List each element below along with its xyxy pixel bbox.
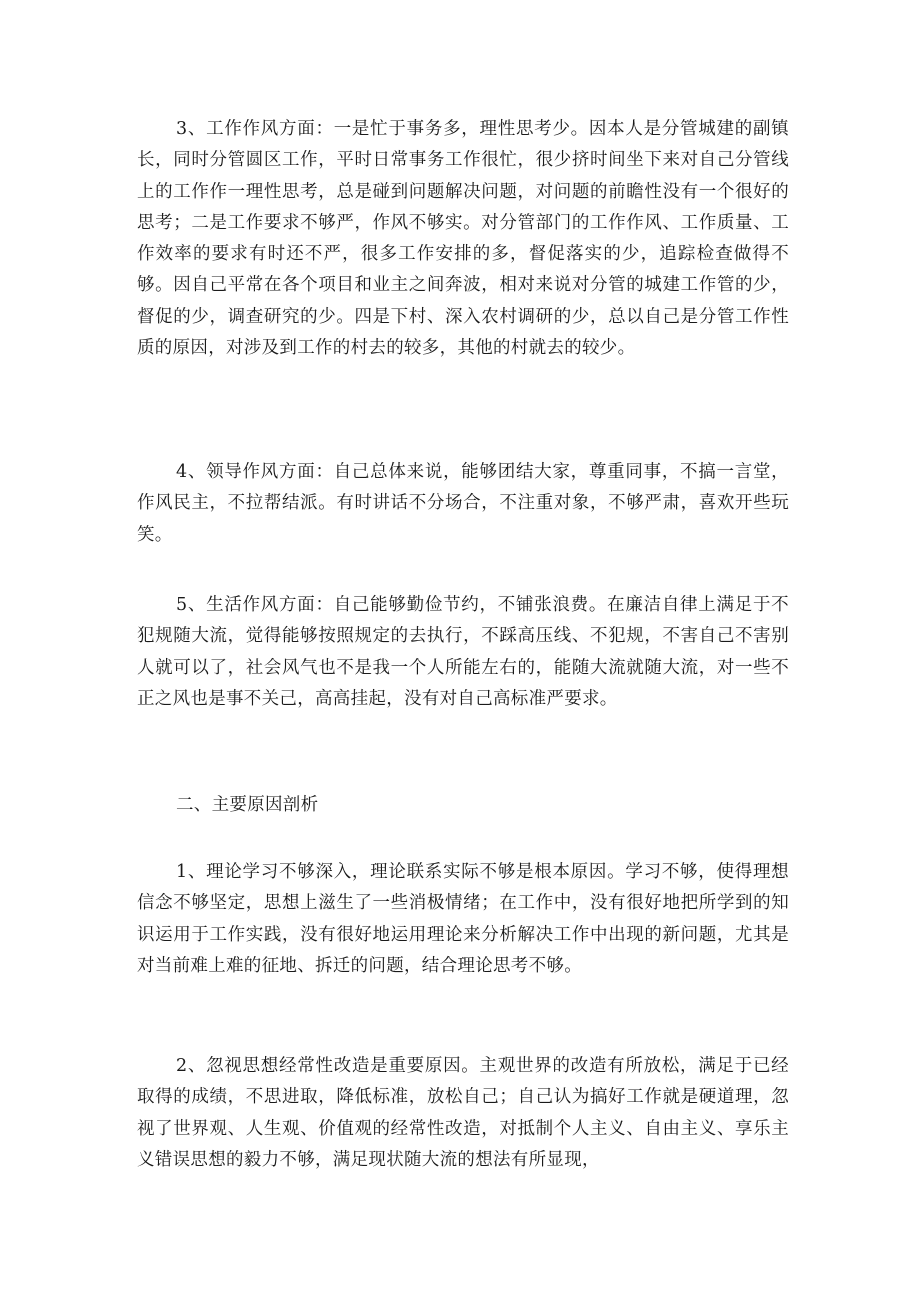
paragraph-work-style: 3、工作作风方面：一是忙于事务多，理性思考少。因本人是分管城建的副镇长，同时分管圆区工作，平时日常事务工作很忙，很少挤时间坐下来对自己分管线上的工作作一理性思考，总是碰到问题解决问题，对问题的前瞻性没有一个很好的思考；二是工作要求不够严，作风不够实。对分管部门的工作作风、工作质量、工作效率的要求有时还不严，很多工作安排的多，督促落实的少，追踪检查做得不够。因自己平常在各个项目和业主之间奔波，相对来说对分管的城建工作管的少，督促的少，调查研究的少。四是下村、深入农村调研的少，总以自己是分管工作性质的原因，对涉及到工作的村去的较多，其他的村就去的较少。 [137,119,789,359]
paragraph-leadership-style: 4、领导作风方面：自己总体来说，能够团结大家，尊重同事，不搞一言堂，作风民主，不拉帮结派。有时讲话不分场合，不注重对象，不够严肃，喜欢开些玩笑。 [137,462,789,545]
section-heading: 二、主要原因剖析 [176,795,319,815]
paragraph-life-style: 5、生活作风方面：自己能够勤俭节约，不铺张浪费。在廉洁自律上满足于不犯规随大流，觉得能够按照规定的去执行，不踩高压线、不犯规，不害自己不害别人就可以了，社会风气也不是我一个人所能左右的，能随大流就随大流，对一些不正之风也是事不关己，高高挂起，没有对自己高标准严要求。 [137,595,789,709]
paragraph-reason-theory: 1、理论学习不够深入，理论联系实际不够是根本原因。学习不够，使得理想信念不够坚定，思想上滋生了一些消极情绪；在工作中，没有很好地把所学到的知识运用于工作实践，没有很好地运用理论来分析解决工作中出现的新问题，尤其是对当前难上难的征地、拆迁的问题，结合理论思考不够。 [137,862,789,976]
paragraph-reason-thought: 2、忽视思想经常性改造是重要原因。主观世界的改造有所放松，满足于已经取得的成绩，不思进取，降低标准，放松自己；自己认为搞好工作就是硬道理，忽视了世界观、人生观、价值观的经常性改造，对抵制个人主义、自由主义、享乐主义错误思想的毅力不够，满足现状随大流的想法有所显现， [137,1056,789,1170]
